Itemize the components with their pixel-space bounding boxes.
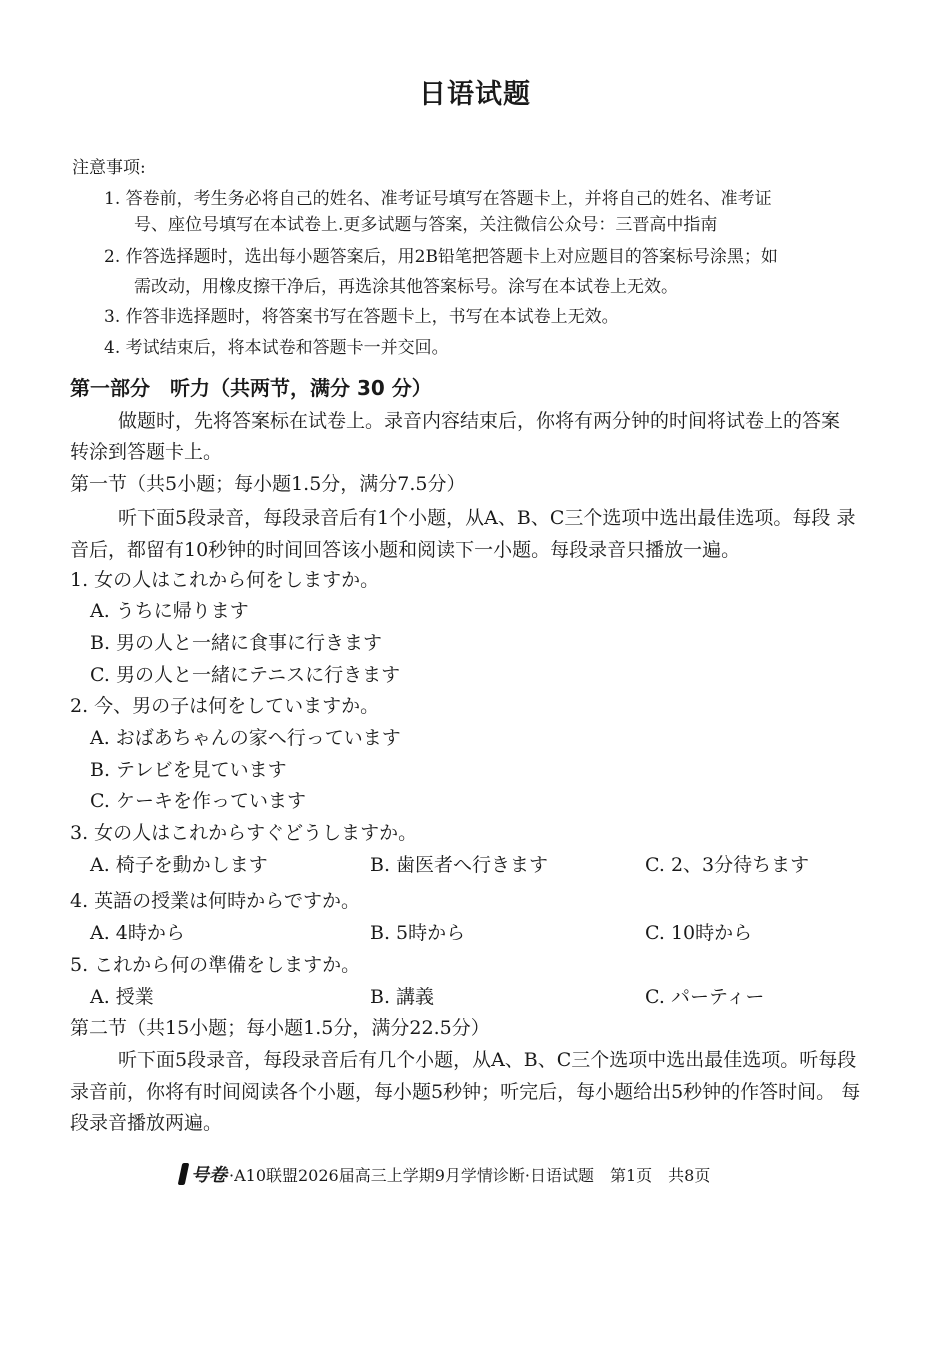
question-4-option-b: B. 5時から bbox=[370, 922, 466, 944]
question-1: 1. 女の人はこれから何をしますか。 bbox=[70, 569, 380, 591]
section2-heading: 第二节（共15小题；每小题1.5分，满分22.5分） bbox=[70, 1017, 490, 1039]
question-3: 3. 女の人はこれからすぐどうしますか。 bbox=[70, 822, 418, 844]
notice-item-2-cont: 需改动，用橡皮擦干净后，再选涂其他答案标号。涂写在本试卷上无效。 bbox=[134, 277, 678, 297]
part1-intro-2: 转涂到答题卡上。 bbox=[70, 441, 223, 463]
section1-intro-2: 音后，都留有10秒钟的时间回答该小题和阅读下一小题。每段录音只播放一遍。 bbox=[70, 539, 741, 561]
question-4-option-c: C. 10時から bbox=[645, 922, 753, 944]
section2-intro-3: 段录音播放两遍。 bbox=[70, 1112, 223, 1134]
question-2-option-b: B. テレビを見ています bbox=[90, 759, 287, 781]
question-5-option-c: C. パーティー bbox=[645, 986, 765, 1008]
question-3-option-a: A. 椅子を動かします bbox=[90, 854, 268, 876]
question-2: 2. 今、男の子は何をしていますか。 bbox=[70, 695, 380, 717]
notice-heading: 注意事项: bbox=[72, 158, 146, 178]
section2-intro-2: 录音前，你将有时间阅读各个小题，每小题5秒钟；听完后，每小题给出5秒钟的作答时间。 每 bbox=[70, 1081, 861, 1103]
page-title: 日语试题 bbox=[419, 79, 531, 110]
brand-logo-text: 号卷 bbox=[191, 1165, 227, 1186]
notice-item-1-cont: 号、座位号填写在本试卷上.更多试题与答案，关注微信公众号：三晋高中指南 bbox=[134, 215, 718, 235]
part1-heading: 第一部分 听力（共两节，满分 30 分） bbox=[70, 376, 432, 400]
question-2-option-c: C. ケーキを作っています bbox=[90, 790, 306, 812]
notice-item-3: 3. 作答非选择题时，将答案书写在答题卡上，书写在本试卷上无效。 bbox=[104, 307, 619, 327]
question-2-option-a: A. おばあちゃんの家へ行っています bbox=[90, 727, 401, 749]
footer-text: ·A10联盟2026届高三上学期9月学情诊断·日语试题 第1页 共8页 bbox=[229, 1166, 711, 1185]
question-5-option-a: A. 授業 bbox=[90, 986, 154, 1008]
notice-item-1: 1. 答卷前，考生务必将自己的姓名、准考证号填写在答题卡上，并将自己的姓名、准考证 bbox=[104, 189, 772, 209]
question-4-option-a: A. 4時から bbox=[90, 922, 185, 944]
question-3-option-b: B. 歯医者へ行きます bbox=[370, 854, 549, 876]
question-5: 5. これから何の準備をしますか。 bbox=[70, 954, 361, 976]
part1-intro-1: 做题时，先将答案标在试卷上。录音内容结束后，你将有两分钟的时间将试卷上的答案 bbox=[118, 410, 841, 432]
question-4: 4. 英語の授業は何時からですか。 bbox=[70, 890, 360, 912]
question-1-option-c: C. 男の人と一緒にテニスに行きます bbox=[90, 664, 401, 686]
section1-heading: 第一节（共5小题；每小题1.5分，满分7.5分） bbox=[70, 473, 466, 495]
section1-intro-1: 听下面5段录音，每段录音后有1个小题，从A、B、C三个选项中选出最佳选项。每段 录 bbox=[118, 507, 856, 529]
question-3-option-c: C. 2、3分待ちます bbox=[645, 854, 810, 876]
page-footer bbox=[180, 1163, 710, 1188]
question-5-option-b: B. 講義 bbox=[370, 986, 435, 1008]
notice-item-4: 4. 考试结束后，将本试卷和答题卡一并交回。 bbox=[104, 338, 449, 358]
section2-intro-1: 听下面5段录音，每段录音后有几个小题，从A、B、C三个选项中选出最佳选项。听每段 bbox=[118, 1049, 857, 1071]
brand-logo-mark bbox=[178, 1163, 190, 1185]
question-1-option-b: B. 男の人と一緒に食事に行きます bbox=[90, 632, 383, 654]
notice-item-2: 2. 作答选择题时，选出每小题答案后，用2B铅笔把答题卡上对应题目的答案标号涂黑；如 bbox=[104, 247, 778, 267]
question-1-option-a: A. うちに帰ります bbox=[90, 600, 249, 622]
